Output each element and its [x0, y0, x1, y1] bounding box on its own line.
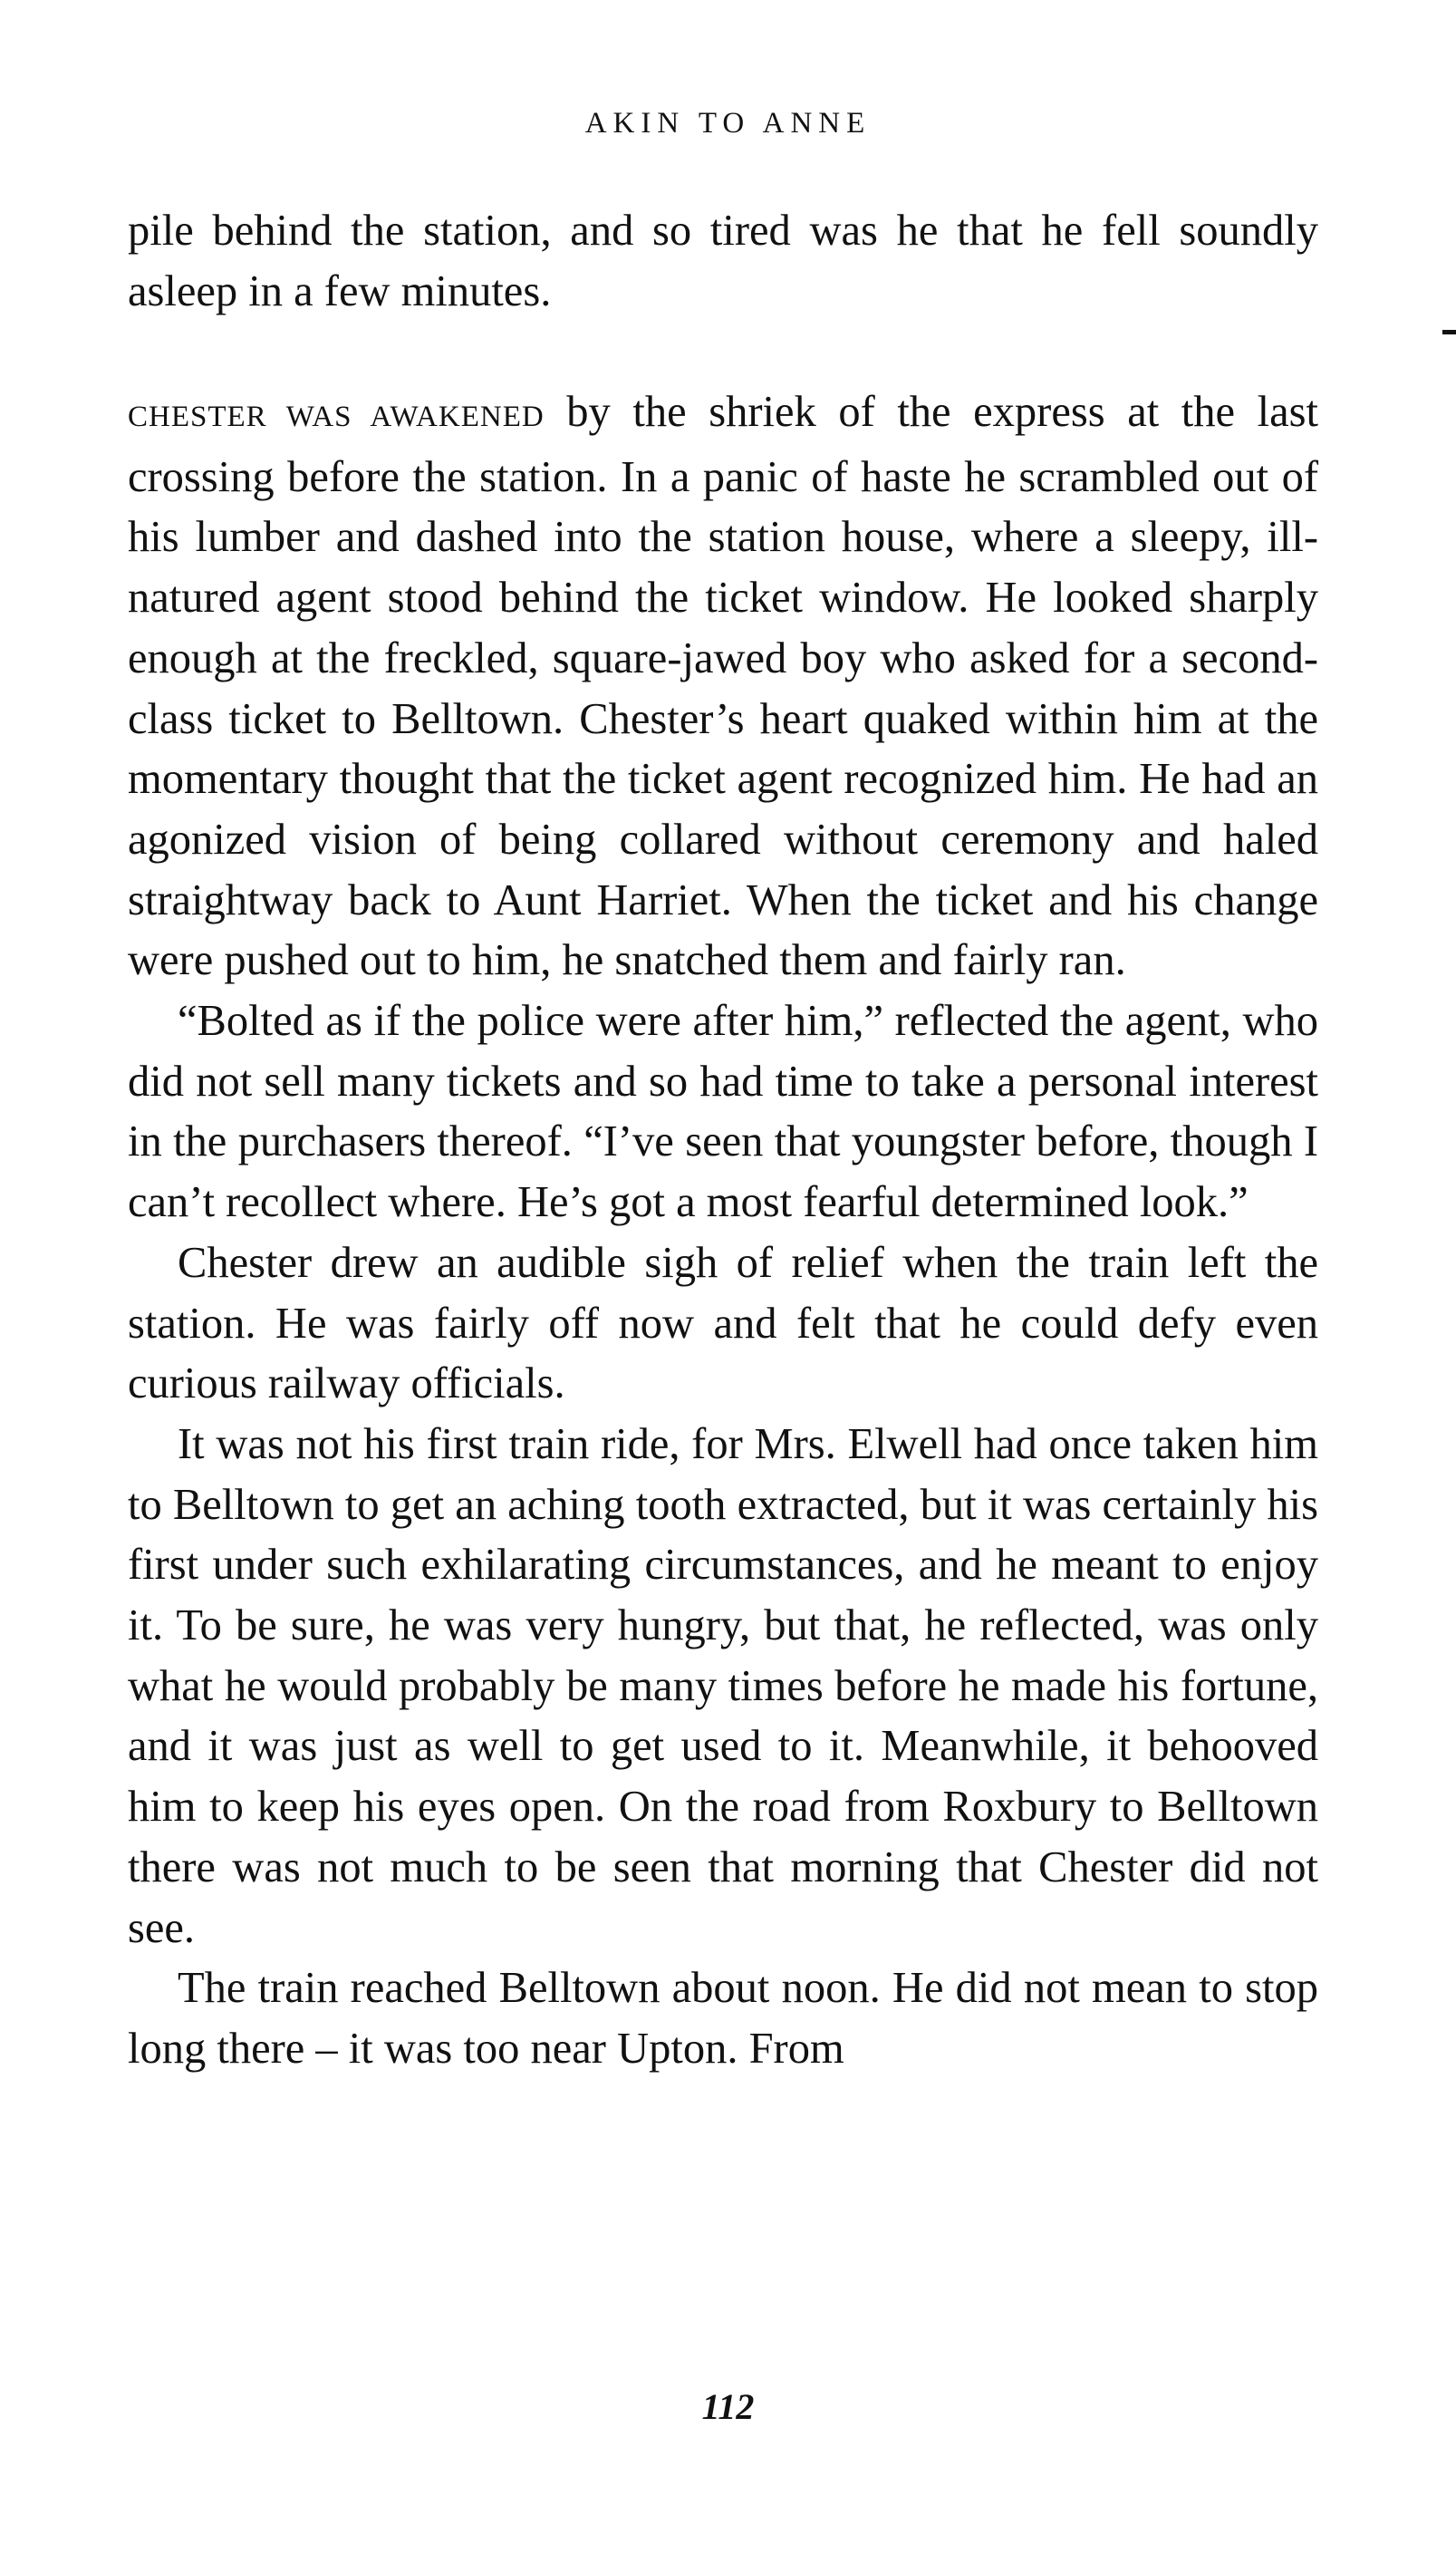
paragraph: The train reached Belltown about noon. He did not mean to stop long there – it was too near Upton. From: [128, 1964, 1318, 2073]
edge-mark: [1442, 330, 1456, 334]
paragraph: [128, 382, 1318, 991]
paragraph: pile behind the station, and so tired was he that he fell soundly asleep in a few minutes.: [128, 207, 1318, 315]
paragraph: Chester drew an audible sigh of relief when the train left the station. He was fairly off now and felt that he could defy even curious railway officials.: [128, 1238, 1318, 1408]
lead-in-smallcaps: CHESTER WAS AWAKENED: [128, 401, 545, 433]
page-number: 112: [701, 2386, 755, 2427]
running-head: AKIN TO ANNE: [584, 107, 872, 140]
paragraph: “Bolted as if the police were after him,” reflected the agent, who did not sell many tickets and so had time to take a personal interest in the purchasers thereof. “I’ve seen that youngster before, though I can’t recollect where. He’s got a most fearful determined look.”: [128, 997, 1318, 1227]
section-1: [128, 201, 1318, 322]
paragraph: It was not his first train ride, for Mrs. Elwell had once taken him to Belltown to get an aching tooth extracted, but it was certainly his first under such exhilarating circumstances, and he meant to enjoy it. To be sure, he was very hungry, but that, he reflected, was only what he would probably be many times before he made his fortune, and it was just as well to get used to it. Meanwhile, it behooved him to keep his eyes open. On the road from Roxbury to Belltown there was not much to be seen that morning that Chester did not see.: [128, 1419, 1318, 1952]
paragraph-text: by the shriek of the express at the last crossing before the station. In a panic of haste he scrambled out of his lumber and dashed into the station house, where a sleepy, ill-natured agent stood behind the ticket window. He looked sharply enough at the freckled, square-jawed boy who asked for a second-class ticket to Belltown. Chester’s heart quaked within him at the momentary thought that the ticket agent recognized him. He had an agonized vision of being collared without ceremony and haled straightway back to Aunt Harriet. When the ticket and his change were pushed out to him, he snatched them and fairly ran.: [128, 388, 1318, 985]
section-2: [128, 382, 1318, 2080]
